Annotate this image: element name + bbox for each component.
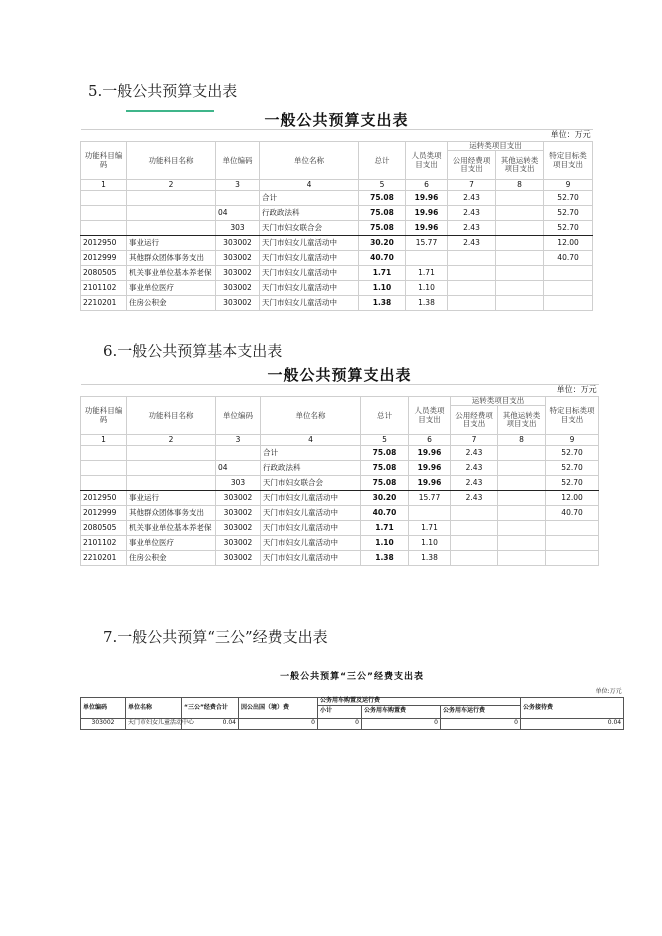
table-cell: 40.70 (359, 251, 406, 266)
data-row (81, 296, 593, 311)
column-header: 单位名称 (126, 698, 182, 719)
heading-7: 7.一般公共预算“三公”经费支出表 (103, 628, 328, 646)
table-cell: 机关事业单位基本养老保 (127, 521, 216, 536)
table-cell: 303002 (216, 551, 261, 566)
table-cell (496, 191, 544, 206)
table-cell (451, 521, 498, 536)
table-cell: 行政政法科 (260, 206, 359, 221)
unit-row (81, 385, 599, 397)
data-row (81, 266, 593, 281)
table-cell: 天门市妇女儿童活动中 (261, 521, 361, 536)
table-cell: 2101102 (81, 281, 127, 296)
table-cell: 0 (318, 718, 362, 729)
header-row (81, 397, 599, 406)
table-cell: 2080505 (81, 521, 127, 536)
data-row (81, 536, 599, 551)
table-cell: 04 (216, 461, 261, 476)
table-cell: 12.00 (546, 491, 599, 506)
column-header: “三公”经费合计 (182, 698, 239, 719)
table-cell: 75.08 (359, 191, 406, 206)
table-cell: 合计 (261, 446, 361, 461)
data-row (81, 551, 599, 566)
table-cell: 住房公积金 (127, 296, 216, 311)
header-row (81, 142, 593, 151)
column-number: 3 (216, 180, 260, 191)
table-cell: 75.08 (359, 221, 406, 236)
table-cell: 19.96 (409, 446, 451, 461)
table-cell: 0 (441, 718, 521, 729)
table-cell: 2012950 (81, 236, 127, 251)
table-cell: 52.70 (544, 221, 593, 236)
table-cell (498, 476, 546, 491)
table-cell: 2.43 (451, 476, 498, 491)
table-cell (448, 251, 496, 266)
table-cell: 0.04 (521, 718, 624, 729)
table-cell: 40.70 (544, 251, 593, 266)
table-cell: 303 (216, 476, 261, 491)
three-public-expenditure-table (80, 668, 624, 730)
table-cell: 40.70 (546, 506, 599, 521)
table-cell: 天门市妇女儿童活动中心 (126, 718, 182, 729)
table-cell: 303002 (216, 251, 260, 266)
column-subheader: 公用经费项目支出 (448, 151, 496, 180)
column-number: 4 (260, 180, 359, 191)
column-header: 总计 (359, 142, 406, 180)
table-cell: 2.43 (448, 236, 496, 251)
column-header: 总计 (361, 397, 409, 435)
column-number: 6 (406, 180, 448, 191)
table-cell: 2012999 (81, 251, 127, 266)
data-row (81, 251, 593, 266)
table-cell: 天门市妇女儿童活动中 (260, 251, 359, 266)
table-cell (127, 461, 216, 476)
heading-5: 5.一般公共预算支出表 (88, 82, 238, 100)
table-cell: 事业单位医疗 (127, 281, 216, 296)
data-row (81, 236, 593, 251)
column-number: 8 (498, 435, 546, 446)
table-cell: 303 (216, 221, 260, 236)
table-cell: 2.43 (451, 446, 498, 461)
table-cell: 2210201 (81, 551, 127, 566)
heading-6: 6.一般公共预算基本支出表 (103, 342, 283, 360)
table-cell (81, 221, 127, 236)
table-cell: 天门市妇女联合会 (261, 476, 361, 491)
table-cell (498, 551, 546, 566)
column-subheader: 小计 (318, 705, 362, 718)
table-cell (544, 296, 593, 311)
table-cell: 其他群众团体事务支出 (127, 506, 216, 521)
table-cell: 30.20 (359, 236, 406, 251)
table-cell: 303002 (216, 296, 260, 311)
table-cell: 天门市妇女儿童活动中 (261, 536, 361, 551)
table-cell: 303002 (81, 718, 126, 729)
table-cell (448, 281, 496, 296)
column-number-row (81, 180, 593, 191)
table-cell: 0 (362, 718, 441, 729)
table-cell: 0 (239, 718, 318, 729)
table-cell: 1.38 (406, 296, 448, 311)
table-cell: 15.77 (406, 236, 448, 251)
column-header: 功能科目编码 (81, 142, 127, 180)
column-header: 单位名称 (261, 397, 361, 435)
table-cell: 天门市妇女儿童活动中 (260, 296, 359, 311)
table-cell: 1.71 (361, 521, 409, 536)
column-number: 6 (409, 435, 451, 446)
table-cell: 1.71 (409, 521, 451, 536)
table-cell: 1.71 (406, 266, 448, 281)
column-number: 1 (81, 180, 127, 191)
table-cell: 303002 (216, 491, 261, 506)
table-cell: 天门市妇女儿童活动中 (260, 266, 359, 281)
table-cell (451, 536, 498, 551)
table-cell (81, 476, 127, 491)
column-header: 运转类项目支出 (451, 397, 546, 406)
table-cell: 天门市妇女儿童活动中 (260, 236, 359, 251)
column-header: 特定目标类项目支出 (544, 142, 593, 180)
table-title: 一般公共预算支出表 (264, 111, 409, 130)
table-cell: 1.10 (361, 536, 409, 551)
column-header: 公务接待费 (521, 698, 624, 719)
table-cell: 2101102 (81, 536, 127, 551)
column-header: 单位编码 (216, 397, 261, 435)
table-cell (498, 536, 546, 551)
table-cell: 2.43 (448, 221, 496, 236)
table-cell: 1.10 (409, 536, 451, 551)
table-cell: 2.43 (448, 191, 496, 206)
title-row (81, 112, 593, 130)
table-cell: 天门市妇女儿童活动中 (260, 281, 359, 296)
column-subheader: 其他运转类项目支出 (498, 406, 546, 435)
table-cell (448, 296, 496, 311)
table-cell (81, 461, 127, 476)
table-cell (127, 191, 216, 206)
table-cell: 事业运行 (127, 236, 216, 251)
table-cell (496, 296, 544, 311)
table-cell (409, 506, 451, 521)
table-cell (498, 446, 546, 461)
table-cell (81, 191, 127, 206)
table-cell (81, 446, 127, 461)
table-cell: 30.20 (361, 491, 409, 506)
table-cell: 19.96 (409, 476, 451, 491)
table-cell (451, 506, 498, 521)
table-cell: 1.38 (409, 551, 451, 566)
column-number: 3 (216, 435, 261, 446)
column-header: 特定目标类项目支出 (546, 397, 599, 435)
column-number: 4 (261, 435, 361, 446)
table-cell: 0.04 (182, 718, 239, 729)
table-cell: 1.10 (359, 281, 406, 296)
table-cell: 52.70 (546, 476, 599, 491)
data-row (81, 461, 599, 476)
title-row (81, 367, 599, 385)
table-cell: 19.96 (409, 461, 451, 476)
column-header: 因公出国（境）费 (239, 698, 318, 719)
table-cell: 1.71 (359, 266, 406, 281)
data-row (81, 506, 599, 521)
table-cell: 40.70 (361, 506, 409, 521)
column-subheader: 公用经费项目支出 (451, 406, 498, 435)
table-cell: 天门市妇女儿童活动中 (261, 491, 361, 506)
table-title: 一般公共预算“三公”经费支出表 (280, 672, 424, 683)
column-subheader: 公务用车购置费 (362, 705, 441, 718)
table-cell (216, 446, 261, 461)
data-row (81, 491, 599, 506)
table-cell: 75.08 (361, 476, 409, 491)
data-row (81, 521, 599, 536)
column-subheader: 其他运转类项目支出 (496, 151, 544, 180)
table-cell: 19.96 (406, 221, 448, 236)
table-cell (496, 266, 544, 281)
table-cell: 2210201 (81, 296, 127, 311)
table-cell: 04 (216, 206, 260, 221)
table-cell: 住房公积金 (127, 551, 216, 566)
table-cell: 事业运行 (127, 491, 216, 506)
table-cell: 75.08 (359, 206, 406, 221)
table-cell: 52.70 (544, 191, 593, 206)
table-cell (127, 446, 216, 461)
table-cell (544, 281, 593, 296)
table-cell: 303002 (216, 506, 261, 521)
column-number: 2 (127, 180, 216, 191)
table-cell (496, 281, 544, 296)
data-row (81, 191, 593, 206)
table-cell: 52.70 (544, 206, 593, 221)
table-cell: 52.70 (546, 446, 599, 461)
table-cell (81, 206, 127, 221)
table-cell: 天门市妇女儿童活动中 (261, 551, 361, 566)
data-row (81, 281, 593, 296)
title-row (81, 668, 624, 688)
table-cell: 其他群众团体事务支出 (127, 251, 216, 266)
table-cell: 2.43 (448, 206, 496, 221)
data-row (81, 221, 593, 236)
table-cell: 15.77 (409, 491, 451, 506)
column-number: 7 (448, 180, 496, 191)
table-cell (451, 551, 498, 566)
column-header: 人员类项目支出 (406, 142, 448, 180)
data-row (81, 446, 599, 461)
table-cell: 合计 (260, 191, 359, 206)
table-cell (496, 221, 544, 236)
table-cell: 12.00 (544, 236, 593, 251)
unit-label: 单位:万元 (595, 688, 622, 696)
data-row (81, 206, 593, 221)
table-cell: 303002 (216, 281, 260, 296)
unit-label: 单位：万元 (81, 385, 599, 397)
table-cell (127, 476, 216, 491)
table-cell: 75.08 (361, 446, 409, 461)
column-header: 人员类项目支出 (409, 397, 451, 435)
table-cell (127, 221, 216, 236)
table-cell (498, 506, 546, 521)
data-row (81, 718, 624, 729)
column-header: 功能科目名称 (127, 397, 216, 435)
table-cell (498, 461, 546, 476)
column-header: 单位名称 (260, 142, 359, 180)
column-number: 8 (496, 180, 544, 191)
column-number: 9 (546, 435, 599, 446)
table-cell: 19.96 (406, 191, 448, 206)
table-cell (546, 521, 599, 536)
column-header: 单位编码 (216, 142, 260, 180)
table-cell: 2080505 (81, 266, 127, 281)
table-cell: 天门市妇女联合会 (260, 221, 359, 236)
table-cell: 事业单位医疗 (127, 536, 216, 551)
expenditure-table (80, 112, 593, 311)
table-cell (496, 251, 544, 266)
table-cell: 1.38 (359, 296, 406, 311)
table-title: 一般公共预算支出表 (267, 366, 412, 385)
column-header: 公务用车购置及运行费 (318, 698, 521, 706)
basic-expenditure-table (80, 367, 599, 566)
column-subheader: 公务用车运行费 (441, 705, 521, 718)
table-cell: 天门市妇女儿童活动中 (261, 506, 361, 521)
unit-row (81, 130, 593, 142)
table-cell (546, 536, 599, 551)
table-cell: 1.38 (361, 551, 409, 566)
column-header: 运转类项目支出 (448, 142, 544, 151)
table-cell: 1.10 (406, 281, 448, 296)
column-number: 2 (127, 435, 216, 446)
table-cell: 303002 (216, 536, 261, 551)
unit-label: 单位：万元 (81, 130, 593, 142)
table-cell: 2012999 (81, 506, 127, 521)
table-cell (496, 206, 544, 221)
column-number: 9 (544, 180, 593, 191)
table-cell (498, 521, 546, 536)
table-cell: 机关事业单位基本养老保 (127, 266, 216, 281)
column-number: 1 (81, 435, 127, 446)
table-cell (546, 551, 599, 566)
table-cell: 2.43 (451, 461, 498, 476)
column-number: 5 (361, 435, 409, 446)
table-cell: 303002 (216, 521, 261, 536)
table-cell: 19.96 (406, 206, 448, 221)
table-cell: 2012950 (81, 491, 127, 506)
column-header: 功能科目名称 (127, 142, 216, 180)
table-cell: 2.43 (451, 491, 498, 506)
table-cell: 75.08 (361, 461, 409, 476)
table-cell (216, 191, 260, 206)
column-header: 功能科目编码 (81, 397, 127, 435)
column-number: 7 (451, 435, 498, 446)
table-cell: 303002 (216, 266, 260, 281)
table-cell: 行政政法科 (261, 461, 361, 476)
data-row (81, 476, 599, 491)
table-cell (496, 236, 544, 251)
column-header: 单位编码 (81, 698, 126, 719)
table-cell (544, 266, 593, 281)
table-cell (406, 251, 448, 266)
column-number: 5 (359, 180, 406, 191)
table-cell: 52.70 (546, 461, 599, 476)
header-row (81, 698, 624, 706)
table-cell (498, 491, 546, 506)
table-cell: 303002 (216, 236, 260, 251)
table-cell (127, 206, 216, 221)
column-number-row (81, 435, 599, 446)
table-cell (448, 266, 496, 281)
